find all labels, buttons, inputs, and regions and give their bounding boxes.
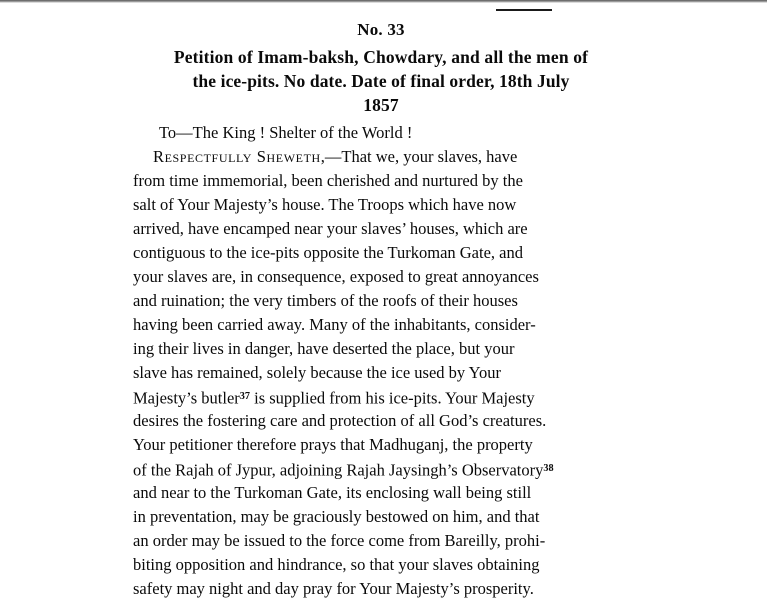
body-line-1-text: ,—That we, your slaves, have [320,147,518,166]
body-line-16: in preventation, may be graciously bestowed on him, and that [133,507,540,526]
page-title-line-3: 1857 [363,95,399,115]
page-title-line-2: the ice-pits. No date. Date of final order, 18th July [192,71,570,91]
body-line-7: and ruination; the very timbers of the roofs of their houses [133,291,518,310]
body-line-2: from time immemorial, been cherished and nurtured by the [133,171,523,190]
petition-paragraph [133,145,629,601]
body-line-4: arrived, have encamped near your slaves’ houses, which are [133,219,528,238]
body-line-18: biting opposition and hindrance, so that your slaves obtaining [133,555,540,574]
body-line-1 [133,145,629,169]
body-line-8: having been carried away. Many of the inhabitants, consider- [133,315,536,334]
body-line-19: safety may night and day pray for Your Majesty’s prosperity. [133,579,534,598]
footnote-marker-38: 38 [543,463,554,474]
page-title [133,45,629,117]
body-line-5: contiguous to the ice-pits opposite the Turkoman Gate, and [133,243,523,262]
section-divider-rule [496,9,552,11]
body-line-13: Your petitioner therefore prays that Madhuganj, the property [133,435,533,454]
scan-edge-artifact [0,0,767,3]
body-line-10: slave has remained, solely because the ice used by Your [133,363,501,382]
body-line-17: an order may be issued to the force come from Bareilly, prohi- [133,531,546,550]
body-line-11-text: Majesty’s butler [133,388,240,408]
petition-body [133,145,629,601]
body-line-11 [133,385,629,409]
body-line-14 [133,457,629,481]
page-title-line-1: Petition of Imam-baksh, Chowdary, and all the men of [173,47,589,67]
body-line-15: and near to the Turkoman Gate, its enclosing wall being still [133,483,532,502]
body-line-9: ing their lives in danger, have deserted the place, but your [133,339,515,358]
body-line-3: salt of Your Majesty’s house. The Troops which have now [133,195,517,214]
body-line-14-text: of the Rajah of Jypur, adjoining Rajah Jaysingh’s Observatory [133,460,544,480]
item-number: No. 33 [357,20,405,39]
salutation: To—The King ! Shelter of the World ! [159,123,413,142]
body-line-11-tail: is supplied from his ice-pits. Your Majesty [250,388,535,408]
footnote-marker-37: 37 [239,391,250,402]
body-lead-smallcaps: Respectfully Sheweth [153,147,321,166]
body-line-12: desires the fostering care and protection of all God’s creatures. [133,411,547,430]
body-line-6: your slaves are, in consequence, exposed to great annoyances [133,267,539,286]
